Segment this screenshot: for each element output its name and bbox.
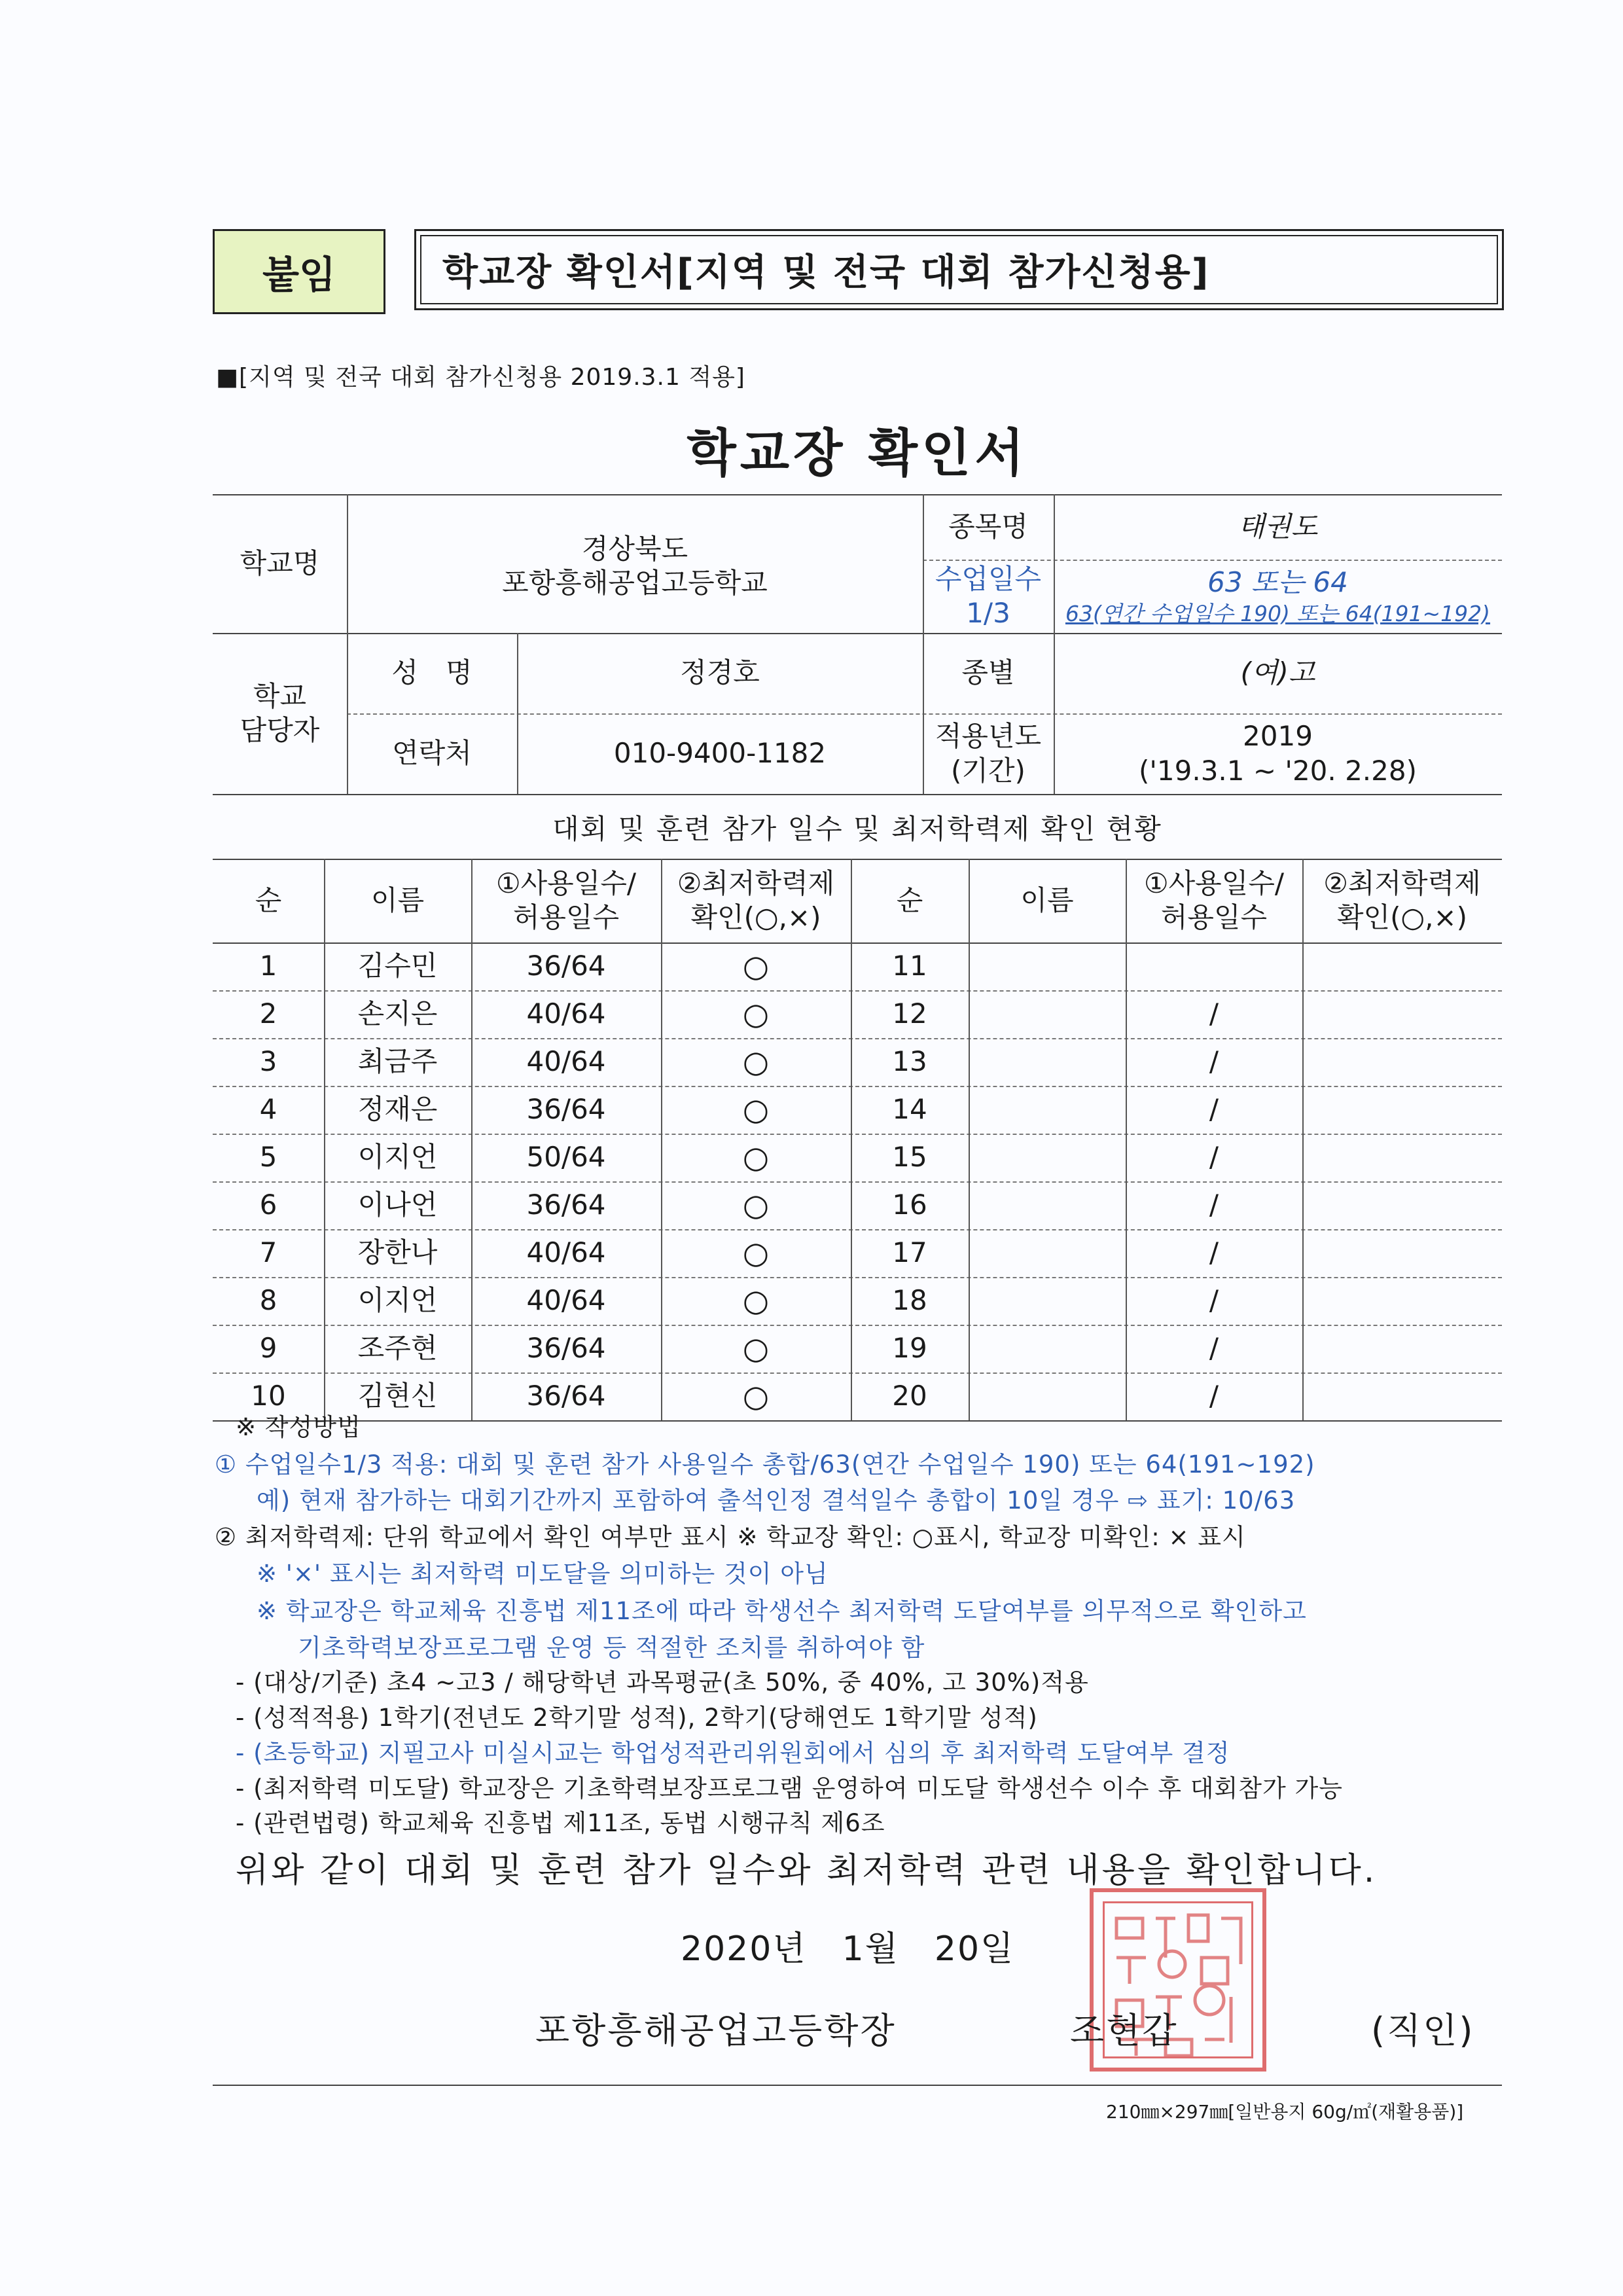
table-cell-name — [969, 1277, 1126, 1325]
confirmation-statement: 위와 같이 대회 및 훈련 참가 일수와 최저학력 관련 내용을 확인합니다. — [236, 1851, 1378, 1890]
school-label: 학교명 — [240, 547, 320, 579]
page-title: 학교장 확인서 — [687, 424, 1028, 483]
manager-label-line1: 학교 — [253, 679, 307, 712]
column-header-name-line1: 이름 — [370, 884, 425, 916]
table-cell-no: 18 — [892, 1284, 927, 1317]
days-label-line1: 수업일수 — [935, 562, 1042, 595]
method-line: - (초등학교) 지필고사 미실시교는 학업성적관리위원회에서 심의 후 최저학력 도달여부 결정 — [236, 1739, 1230, 1767]
manager-label — [213, 633, 347, 794]
table-cell-conf: ○ — [742, 1282, 770, 1318]
table-cell-days: / — [1209, 1189, 1219, 1221]
table-cell-no: 16 — [892, 1189, 927, 1221]
seal-label: (직인) — [1371, 2010, 1475, 2051]
year-label-line2: (기간) — [951, 754, 1026, 787]
method-line: - (대상/기준) 초4 ~고3 / 해당학년 과목평균(초 50%, 중 40%, 고 30%)적용 — [236, 1668, 1089, 1696]
method-line: - (성적적용) 1학기(전년도 2학기말 성적), 2학기(당해연도 1학기말 성적) — [236, 1704, 1038, 1732]
days-value-detail: 63(연간 수업일수 190) 또는 64(191~192) — [1065, 600, 1491, 626]
contact-value: 010-9400-1182 — [613, 737, 827, 770]
table-cell-conf — [1302, 1325, 1502, 1372]
table-cell-days: / — [1209, 1236, 1219, 1269]
table-cell-days: 40/64 — [526, 1045, 606, 1078]
methods-heading: ※ 작성방법 — [236, 1413, 361, 1441]
table-cell-name: 김수민 — [357, 950, 438, 982]
table-cell-no: 8 — [259, 1284, 277, 1317]
column-header-name — [324, 859, 471, 942]
method-line: - (최저학력 미도달) 학교장은 기초학력보장프로그램 운영하여 미도달 학생선수 이수 후 대회참가 가능 — [236, 1774, 1344, 1803]
kind-label: 종별 — [961, 656, 1015, 689]
column-header-confirm-line2: 확인(○,×) — [690, 901, 821, 933]
column-header-no-line1: 순 — [896, 884, 923, 916]
column-header-days-line2: 허용일수 — [512, 901, 620, 933]
table-cell-days: 36/64 — [526, 950, 606, 982]
column-header-days-line1: ①사용일수/ — [1143, 867, 1285, 899]
table-cell-name: 최금주 — [357, 1045, 438, 1078]
table-cell-conf: ○ — [742, 1234, 770, 1270]
table-cell-name: 손지은 — [357, 997, 438, 1030]
school-value — [347, 504, 923, 628]
column-header-no — [851, 859, 969, 942]
table-cell-no: 9 — [259, 1332, 277, 1365]
table-cell-conf: ○ — [742, 1378, 770, 1414]
name-label: 성 명 — [391, 656, 473, 689]
table-cell-days: / — [1209, 1093, 1219, 1126]
table-cell-name — [969, 990, 1126, 1038]
table-cell-no: 17 — [892, 1236, 927, 1269]
method-line: ※ 학교장은 학교체육 진흥법 제11조에 따라 학생선수 최저학력 도달여부를 의무적으로 확인하고 — [257, 1597, 1307, 1625]
table-cell-conf — [1302, 1086, 1502, 1134]
table-cell-days: / — [1209, 1045, 1219, 1078]
table-cell-no: 7 — [259, 1236, 277, 1269]
column-header-days — [1126, 859, 1302, 942]
table-cell-days: 40/64 — [526, 1284, 606, 1317]
table-cell-name — [969, 1086, 1126, 1134]
table-cell-days: / — [1209, 1380, 1219, 1412]
column-header-days-line1: ①사용일수/ — [495, 867, 637, 899]
year-value-main: 2019 — [1243, 720, 1313, 752]
paper-spec: 210㎜×297㎜[일반용지 60g/㎡(재활용품)] — [1106, 2101, 1464, 2123]
table-cell-name — [969, 1325, 1126, 1372]
table-cell-days — [1126, 942, 1302, 990]
table-cell-conf: ○ — [742, 1043, 770, 1079]
table-cell-no: 4 — [259, 1093, 277, 1126]
table-cell-conf — [1302, 990, 1502, 1038]
table-cell-no: 6 — [259, 1189, 277, 1221]
column-header-confirm — [661, 859, 851, 942]
document-heading-text: 학교장 확인서[지역 및 전국 대회 참가신청용] — [442, 251, 1210, 294]
column-header-days-line2: 허용일수 — [1160, 901, 1268, 933]
table-cell-days: / — [1209, 1332, 1219, 1365]
table-cell-conf: ○ — [742, 948, 770, 984]
section-title: 대회 및 훈련 참가 일수 및 최저학력제 확인 현황 — [552, 812, 1162, 845]
table-cell-conf — [1302, 1229, 1502, 1277]
table-cell-name — [969, 1181, 1126, 1229]
method-line: 예) 현재 참가하는 대회기간까지 포함하여 출석인정 결석일수 총합이 10일 경우 ⇨ 표기: 10/63 — [257, 1486, 1296, 1515]
table-cell-no: 10 — [251, 1380, 286, 1412]
signer-title: 포항흥해공업고등학장 — [535, 2010, 897, 2051]
table-cell-days: / — [1209, 1141, 1219, 1174]
method-line: ② 최저학력제: 단위 학교에서 확인 여부만 표시 ※ 학교장 확인: ○표시, 학교장 미확인: × 표시 — [215, 1523, 1246, 1551]
table-cell-no: 19 — [892, 1332, 927, 1365]
table-cell-conf: ○ — [742, 1139, 770, 1175]
table-cell-no: 20 — [892, 1380, 927, 1412]
days-label-line2: 1/3 — [966, 597, 1010, 629]
table-cell-name — [969, 942, 1126, 990]
column-header-confirm — [1302, 859, 1502, 942]
table-cell-conf — [1302, 1038, 1502, 1086]
table-cell-name — [969, 1229, 1126, 1277]
days-value — [1054, 560, 1502, 633]
table-cell-name: 조주현 — [357, 1332, 438, 1365]
column-header-days — [471, 859, 661, 942]
table-rule — [213, 794, 1502, 795]
contact-label: 연락처 — [392, 737, 472, 770]
table-cell-days: 36/64 — [526, 1380, 606, 1412]
table-cell-conf: ○ — [742, 1187, 770, 1223]
table-cell-no: 2 — [259, 997, 277, 1030]
column-header-no-line1: 순 — [255, 884, 282, 916]
table-cell-conf — [1302, 942, 1502, 990]
table-cell-days: / — [1209, 1284, 1219, 1317]
table-cell-name — [969, 1372, 1126, 1420]
table-cell-days: 50/64 — [526, 1141, 606, 1174]
year-label-line1: 적용년도 — [935, 720, 1042, 752]
table-cell-name: 이나언 — [357, 1189, 438, 1221]
name-value: 정경호 — [680, 656, 760, 689]
table-cell-conf — [1302, 1181, 1502, 1229]
sport-value: 태권도 — [1238, 510, 1318, 543]
document-heading — [414, 229, 1504, 310]
year-label — [923, 713, 1054, 794]
days-label — [923, 560, 1054, 633]
method-line: ① 수업일수1/3 적용: 대회 및 훈련 참가 사용일수 총합/63(연간 수업일수 190) 또는 64(191~192) — [215, 1450, 1315, 1479]
table-cell-name: 김현신 — [357, 1380, 438, 1412]
column-header-confirm-line2: 확인(○,×) — [1336, 901, 1468, 933]
days-value-main: 63 또는 64 — [1207, 566, 1348, 599]
table-cell-name — [969, 1134, 1126, 1181]
column-header-confirm-line1: ②최저학력제 — [1323, 867, 1481, 899]
table-cell-conf: ○ — [742, 1091, 770, 1127]
table-cell-conf: ○ — [742, 1330, 770, 1366]
footer-rule — [213, 2085, 1502, 2086]
table-cell-conf — [1302, 1372, 1502, 1420]
table-rule — [213, 1420, 1502, 1422]
table-cell-no: 1 — [259, 950, 277, 982]
table-cell-days: 36/64 — [526, 1093, 606, 1126]
school-name: 포항흥해공업고등학교 — [502, 567, 768, 599]
method-line: ※ '×' 표시는 최저학력 미도달을 의미하는 것이 아님 — [257, 1560, 829, 1588]
table-cell-no: 11 — [892, 950, 927, 982]
table-cell-name: 정재은 — [357, 1093, 438, 1126]
year-value — [1054, 713, 1502, 794]
table-cell-days: / — [1209, 997, 1219, 1030]
table-cell-days: 40/64 — [526, 1236, 606, 1269]
column-header-name-line1: 이름 — [1020, 884, 1074, 916]
table-cell-name: 이지언 — [357, 1284, 438, 1317]
application-note: ■[지역 및 전국 대회 참가신청용 2019.3.1 적용] — [216, 364, 745, 391]
table-cell-days: 36/64 — [526, 1189, 606, 1221]
table-cell-no: 14 — [892, 1093, 927, 1126]
principal-name: 조현갑 — [1070, 2010, 1179, 2051]
table-cell-conf: ○ — [742, 996, 770, 1031]
table-cell-name — [969, 1038, 1126, 1086]
table-cell-name: 이지언 — [357, 1141, 438, 1174]
manager-label-line2: 담당자 — [240, 714, 320, 746]
table-cell-conf — [1302, 1134, 1502, 1181]
method-line: 기초학력보장프로그램 운영 등 적절한 조치를 취하여야 함 — [298, 1634, 925, 1662]
table-cell-name: 장한나 — [357, 1236, 438, 1269]
table-cell-days: 40/64 — [526, 997, 606, 1030]
confirmation-date: 2020년 1월 20일 — [681, 1929, 1015, 1969]
table-cell-no: 5 — [259, 1141, 277, 1174]
method-line: - (관련법령) 학교체육 진흥법 제11조, 동법 시행규칙 제6조 — [236, 1809, 885, 1837]
table-cell-no: 15 — [892, 1141, 927, 1174]
table-cell-days: 36/64 — [526, 1332, 606, 1365]
sport-label: 종목명 — [948, 510, 1028, 543]
table-cell-conf — [1302, 1277, 1502, 1325]
column-header-name — [969, 859, 1126, 942]
table-cell-no: 13 — [892, 1045, 927, 1078]
attachment-label: 붙임 — [213, 229, 385, 314]
kind-value: (여)고 — [1240, 656, 1315, 689]
year-value-period: ('19.3.1 ~ '20. 2.28) — [1138, 754, 1417, 787]
school-region: 경상북도 — [581, 532, 688, 565]
column-header-confirm-line1: ②최저학력제 — [677, 867, 835, 899]
table-cell-no: 12 — [892, 997, 927, 1030]
column-header-no — [213, 859, 324, 942]
table-cell-no: 3 — [259, 1045, 277, 1078]
